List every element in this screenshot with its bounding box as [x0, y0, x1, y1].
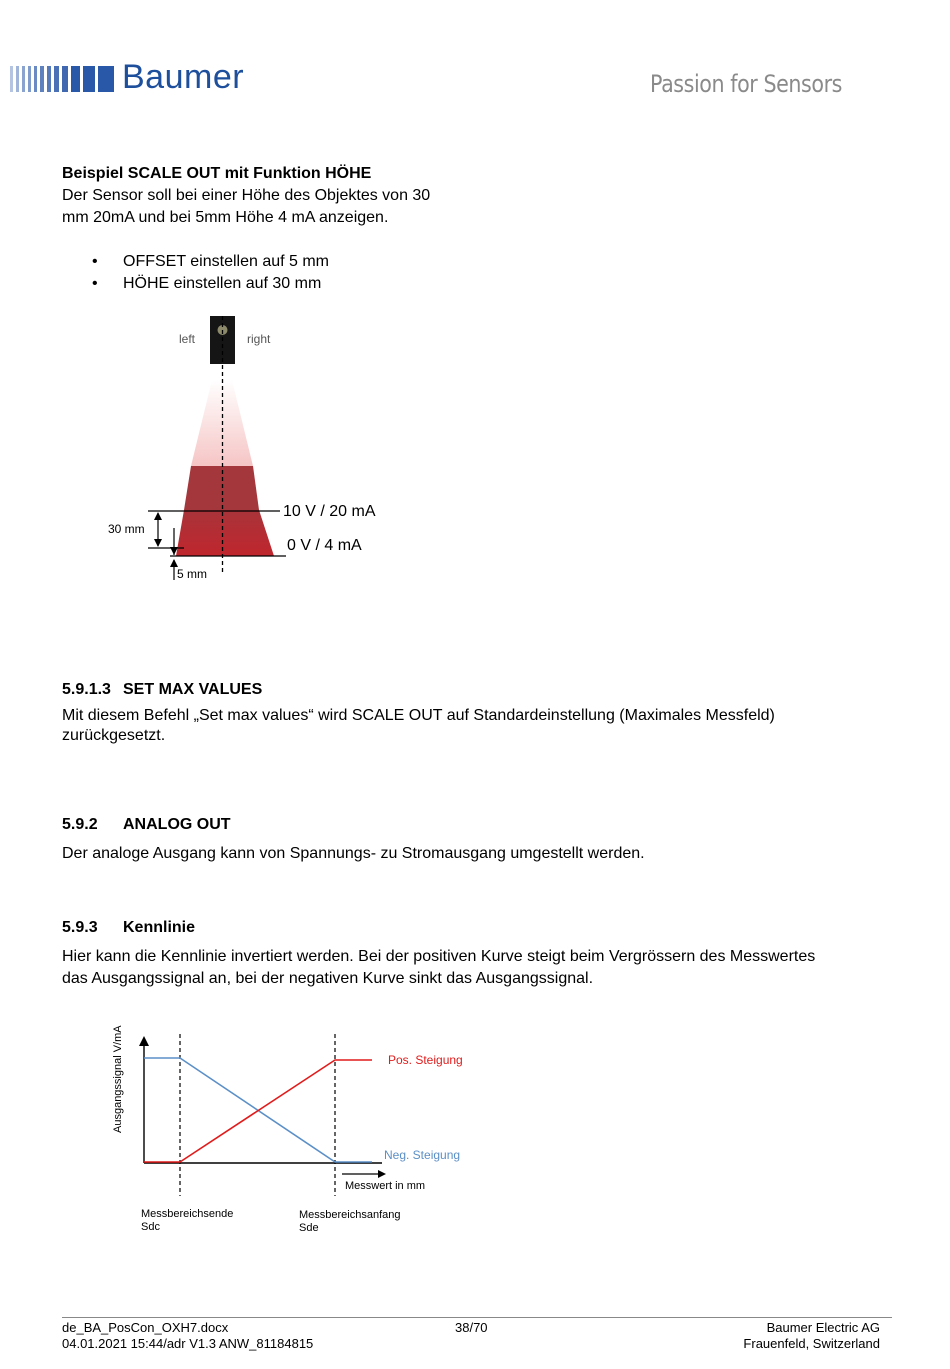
footer-date: 04.01.2021 15:44/adr V1.3 ANW_81184815 — [62, 1336, 314, 1351]
section-heading-5913 — [62, 681, 262, 699]
section-number: 5.9.2 — [62, 816, 98, 833]
right-label: right — [247, 332, 271, 346]
section-heading-592 — [62, 816, 231, 834]
text-line: zurückgesetzt. — [62, 727, 166, 744]
text-line: Sde — [299, 1222, 319, 1234]
beam-measuring-zone — [176, 510, 274, 556]
pos-curve-label: Pos. Steigung — [388, 1053, 463, 1067]
neg-curve-label: Neg. Steigung — [384, 1148, 461, 1162]
example-bullet-list — [62, 251, 562, 295]
list-item: • OFFSET einstellen auf 5 mm — [62, 251, 562, 273]
section-593-text — [62, 946, 922, 990]
section-number: 5.9.1.3 — [62, 681, 111, 698]
example-text-line1: Der Sensor soll bei einer Höhe des Objektes von 30 — [62, 187, 431, 204]
footer-file: de_BA_PosCon_OXH7.docx — [62, 1320, 229, 1335]
arrow-up-icon — [154, 512, 162, 520]
right-marker-label — [299, 1209, 401, 1235]
footer-rule — [62, 1317, 892, 1318]
tagline: Passion for Sensors — [650, 70, 842, 98]
footer-location: Frauenfeld, Switzerland — [743, 1336, 880, 1351]
left-label: left — [179, 332, 196, 346]
text-line: Hier kann die Kennlinie invertiert werden. Bei der positiven Kurve steigt beim Vergrössern des Messwertes — [62, 948, 816, 965]
left-marker-label — [141, 1208, 233, 1234]
x-direction-arrow-icon — [378, 1170, 386, 1178]
text-line: Messbereichsende — [141, 1208, 234, 1220]
brand-name: Baumer — [122, 58, 245, 96]
section-title: ANALOG OUT — [123, 816, 231, 833]
text-line: Sdc — [141, 1221, 160, 1233]
beam-middle — [184, 466, 259, 510]
offset-dimension-label: 5 mm — [177, 567, 207, 581]
baumer-logo-mark — [10, 62, 118, 96]
x-axis-label: Messwert in mm — [345, 1180, 426, 1192]
pos-curve — [144, 1060, 372, 1162]
y-axis-arrow-icon — [139, 1036, 149, 1046]
footer-right — [743, 1320, 880, 1352]
example-title: Beispiel SCALE OUT mit Funktion HÖHE — [62, 165, 372, 182]
section-heading-593 — [62, 919, 195, 937]
text-line: Mit diesem Befehl „Set max values“ wird SCALE OUT auf Standardeinstellung (Maximales Messfeld) — [62, 707, 775, 724]
footer-left — [62, 1320, 313, 1352]
arrow-down-icon — [154, 539, 162, 547]
lower-level-label: 0 V / 4 mA — [287, 537, 362, 554]
text-line: das Ausgangssignal an, bei der negativen Kurve sinkt das Ausgangssignal. — [62, 970, 594, 987]
example-text-line2: mm 20mA und bei 5mm Höhe 4 mA anzeigen. — [62, 209, 389, 226]
y-axis-label: Ausgangssignal V/mA — [112, 1025, 124, 1133]
characteristic-curve-diagram — [100, 1010, 500, 1210]
footer-company: Baumer Electric AG — [766, 1320, 880, 1335]
height-dimension-label: 30 mm — [108, 522, 145, 536]
upper-level-label: 10 V / 20 mA — [283, 503, 376, 520]
text-line: Messbereichsanfang — [299, 1209, 401, 1221]
section-title: Kennlinie — [123, 919, 196, 936]
section-title: SET MAX VALUES — [123, 681, 263, 698]
list-item: • HÖHE einstellen auf 30 mm — [62, 273, 562, 295]
page-number: 38/70 — [455, 1320, 488, 1335]
section-5913-text — [62, 706, 902, 746]
arrow-up-icon — [170, 559, 178, 567]
section-592-text: Der analoge Ausgang kann von Spannungs- zu Stromausgang umgestellt werden. — [62, 845, 645, 862]
section-number: 5.9.3 — [62, 919, 98, 936]
